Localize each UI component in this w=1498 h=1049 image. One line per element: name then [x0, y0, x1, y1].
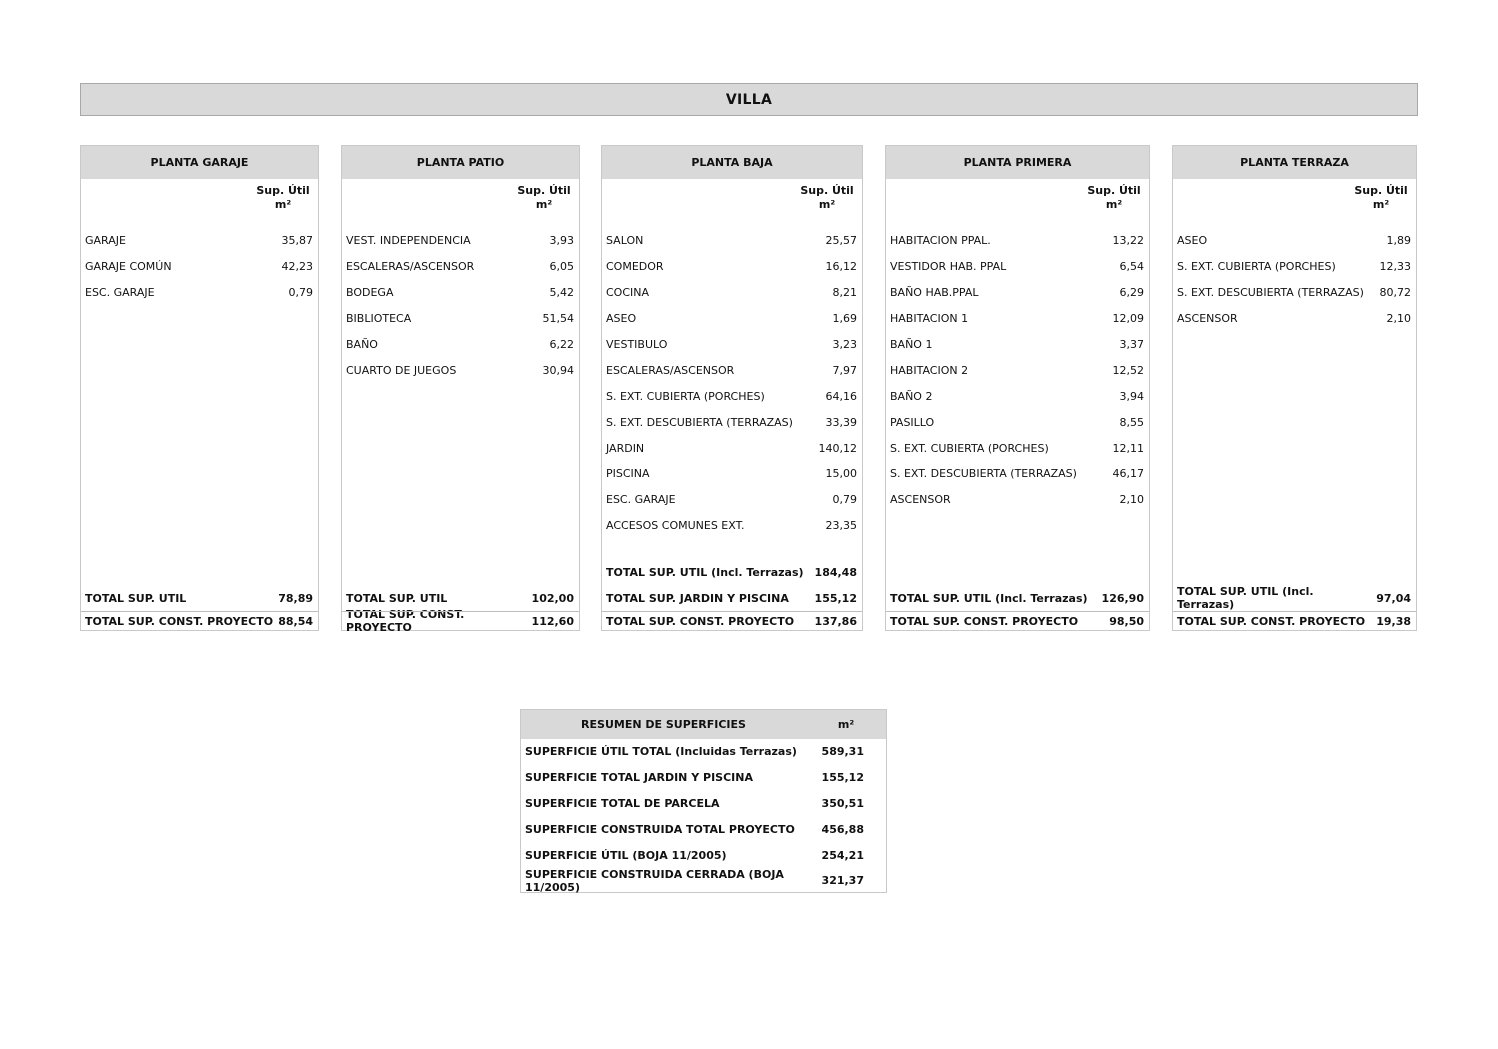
table-row [1173, 254, 1416, 280]
room-label: ASEO [606, 312, 637, 326]
summary-row [521, 868, 886, 894]
table-row [886, 254, 1149, 280]
room-label: BAÑO HAB.PPAL [890, 286, 979, 300]
room-area: 12,33 [1379, 260, 1411, 274]
room-label: S. EXT. CUBIERTA (PORCHES) [890, 441, 1049, 455]
summary-row [521, 791, 886, 817]
column-header: Sup. Útil m² [256, 184, 310, 211]
room-area: 1,89 [1386, 234, 1411, 248]
panel-title: PLANTA PRIMERA [886, 146, 1149, 179]
room-area: 8,21 [832, 286, 857, 300]
room-area: 16,12 [825, 260, 857, 274]
room-area: 6,05 [549, 260, 574, 274]
row-list [342, 228, 579, 383]
room-label: HABITACION 2 [890, 363, 969, 377]
total-util-row [602, 559, 862, 585]
summary-label: SUPERFICIE CONSTRUIDA CERRADA (BOJA 11/2005) [525, 867, 784, 894]
table-row [886, 280, 1149, 306]
total-util-label: TOTAL SUP. UTIL (Incl. Terrazas) [890, 591, 1088, 605]
panel-planta-baja [601, 145, 863, 631]
column-header: Sup. Útil m² [1354, 184, 1408, 211]
summary-row [521, 739, 886, 765]
total-const-value: 88,54 [278, 614, 313, 628]
room-area: 23,35 [825, 519, 857, 533]
room-label: ESCALERAS/ASCENSOR [346, 260, 475, 274]
total-util-label: TOTAL SUP. UTIL (Incl. Terrazas) [1177, 585, 1314, 611]
summary-label: SUPERFICIE ÚTIL TOTAL (Incluidas Terrazas) [525, 745, 797, 759]
room-area: 0,79 [832, 493, 857, 507]
total-const-row [886, 611, 1149, 631]
table-row [602, 409, 862, 435]
room-area: 140,12 [818, 441, 857, 455]
panel-title: PLANTA PATIO [342, 146, 579, 179]
room-label: BAÑO [346, 338, 378, 351]
room-area: 6,29 [1119, 286, 1144, 300]
table-row [886, 357, 1149, 383]
room-label: S. EXT. DESCUBIERTA (TERRAZAS) [606, 415, 793, 429]
room-label: COMEDOR [606, 260, 664, 274]
total-const-value: 98,50 [1109, 614, 1144, 628]
row-list [1173, 228, 1416, 332]
total-const-row [1173, 611, 1416, 631]
room-area: 3,93 [549, 234, 574, 248]
room-label: VESTIBULO [606, 338, 668, 351]
summary-value: 456,88 [821, 822, 864, 836]
panel-title: PLANTA BAJA [602, 146, 862, 179]
room-area: 64,16 [825, 389, 857, 403]
panel-title: PLANTA TERRAZA [1173, 146, 1416, 179]
panel-planta-patio [341, 145, 580, 634]
table-row [602, 357, 862, 383]
room-label: GARAJE [85, 234, 126, 248]
table-row [602, 254, 862, 280]
room-label: S. EXT. CUBIERTA (PORCHES) [1177, 260, 1336, 274]
total-jardin-value: 155,12 [814, 591, 857, 605]
room-area: 33,39 [825, 415, 857, 429]
summary-table [520, 709, 887, 893]
summary-header [521, 710, 886, 739]
table-row [602, 332, 862, 358]
room-label: ASCENSOR [1177, 312, 1238, 326]
room-label: ESC. GARAJE [85, 286, 155, 300]
total-const-row [342, 608, 579, 634]
summary-value: 321,37 [821, 874, 864, 888]
summary-row-list [521, 739, 886, 894]
table-row [602, 306, 862, 332]
total-const-row [602, 611, 862, 631]
room-area: 5,42 [549, 286, 574, 300]
total-util-row [886, 585, 1149, 611]
summary-row [521, 842, 886, 868]
row-list [81, 228, 318, 306]
room-area: 6,54 [1119, 260, 1144, 274]
room-label: VESTIDOR HAB. PPAL [890, 260, 1007, 274]
room-area: 0,79 [288, 286, 313, 300]
total-util-value: 184,48 [814, 565, 857, 579]
room-label: BAÑO 2 [890, 389, 933, 403]
total-const-value: 137,86 [814, 614, 857, 628]
column-header: Sup. Útil m² [800, 184, 854, 211]
room-area: 8,55 [1119, 415, 1144, 429]
summary-label: SUPERFICIE CONSTRUIDA TOTAL PROYECTO [525, 822, 795, 836]
column-header: Sup. Útil m² [517, 184, 571, 211]
room-label: ESCALERAS/ASCENSOR [606, 363, 735, 377]
total-const-value: 19,38 [1376, 614, 1411, 628]
table-row [1173, 280, 1416, 306]
table-row [81, 280, 318, 306]
summary-label: SUPERFICIE ÚTIL (BOJA 11/2005) [525, 848, 727, 862]
total-const-label: TOTAL SUP. CONST. PROYECTO [1177, 614, 1366, 628]
table-row [81, 254, 318, 280]
room-area: 3,37 [1119, 338, 1144, 351]
table-row [342, 357, 579, 383]
room-area: 30,94 [542, 363, 574, 377]
room-label: COCINA [606, 286, 650, 300]
room-label: S. EXT. DESCUBIERTA (TERRAZAS) [890, 467, 1077, 481]
table-row [886, 409, 1149, 435]
summary-label: SUPERFICIE TOTAL JARDIN Y PISCINA [525, 771, 753, 785]
room-label: PISCINA [606, 467, 650, 481]
room-area: 12,52 [1112, 363, 1144, 377]
summary-value: 254,21 [821, 848, 864, 862]
room-label: HABITACION 1 [890, 312, 969, 326]
panel-planta-garaje [80, 145, 319, 631]
room-label: ASCENSOR [890, 493, 951, 507]
room-area: 42,23 [281, 260, 313, 274]
room-area: 25,57 [825, 234, 857, 248]
summary-value: 589,31 [821, 745, 864, 759]
room-label: BODEGA [346, 286, 394, 300]
room-label: JARDIN [606, 441, 645, 455]
summary-value: 350,51 [821, 796, 864, 810]
room-area: 35,87 [281, 234, 313, 248]
table-row [886, 461, 1149, 487]
total-const-row [81, 611, 318, 631]
table-row [602, 513, 862, 539]
total-jardin-row [602, 585, 862, 611]
room-label: S. EXT. CUBIERTA (PORCHES) [606, 389, 765, 403]
room-area: 2,10 [1119, 493, 1144, 507]
total-util-value: 126,90 [1101, 591, 1144, 605]
room-label: SALON [606, 234, 644, 248]
total-util-value: 78,89 [278, 591, 313, 605]
room-area: 12,09 [1112, 312, 1144, 326]
room-area: 13,22 [1112, 234, 1144, 248]
room-area: 51,54 [542, 312, 574, 326]
table-row [342, 332, 579, 358]
column-header: Sup. Útil m² [1087, 184, 1141, 211]
table-row [602, 383, 862, 409]
table-row [81, 228, 318, 254]
room-label: GARAJE COMÚN [85, 260, 172, 274]
total-jardin-label: TOTAL SUP. JARDIN Y PISCINA [606, 591, 789, 605]
room-area: 46,17 [1112, 467, 1144, 481]
panel-planta-terraza [1172, 145, 1417, 631]
row-list [886, 228, 1149, 513]
total-const-label: TOTAL SUP. CONST. PROYECTO [890, 614, 1079, 628]
total-util-row [81, 585, 318, 611]
summary-unit: m² [837, 718, 855, 731]
total-const-value: 112,60 [531, 614, 574, 628]
total-const-label: TOTAL SUP. CONST. PROYECTO [346, 608, 465, 634]
table-row [886, 487, 1149, 513]
table-row [342, 306, 579, 332]
room-label: ASEO [1177, 234, 1208, 248]
room-area: 15,00 [825, 467, 857, 481]
total-const-label: TOTAL SUP. CONST. PROYECTO [85, 614, 274, 628]
total-util-value: 97,04 [1376, 591, 1411, 605]
panel-planta-primera [885, 145, 1150, 631]
room-area: 6,22 [549, 338, 574, 351]
room-area: 80,72 [1379, 286, 1411, 300]
room-label: BAÑO 1 [890, 338, 933, 351]
table-row [342, 280, 579, 306]
panel-title: PLANTA GARAJE [81, 146, 318, 179]
total-util-label: TOTAL SUP. UTIL (Incl. Terrazas) [606, 565, 804, 579]
total-const-label: TOTAL SUP. CONST. PROYECTO [606, 614, 795, 628]
room-label: CUARTO DE JUEGOS [346, 363, 457, 377]
table-row [886, 435, 1149, 461]
room-label: S. EXT. DESCUBIERTA (TERRAZAS) [1177, 286, 1364, 300]
room-area: 1,69 [832, 312, 857, 326]
room-area: 2,10 [1386, 312, 1411, 326]
table-row [342, 228, 579, 254]
room-label: VEST. INDEPENDENCIA [346, 234, 471, 248]
row-list [602, 228, 862, 539]
total-util-label: TOTAL SUP. UTIL [85, 591, 187, 605]
room-label: ESC. GARAJE [606, 493, 676, 507]
table-row [886, 383, 1149, 409]
table-row [1173, 306, 1416, 332]
room-label: HABITACION PPAL. [890, 234, 991, 248]
total-util-label: TOTAL SUP. UTIL [346, 591, 448, 605]
table-row [602, 487, 862, 513]
table-row [1173, 228, 1416, 254]
room-label: PASILLO [890, 415, 935, 429]
room-area: 12,11 [1112, 441, 1144, 455]
room-label: BIBLIOTECA [346, 312, 412, 326]
room-label: ACCESOS COMUNES EXT. [606, 519, 745, 533]
table-row [342, 254, 579, 280]
table-row [886, 228, 1149, 254]
summary-row [521, 816, 886, 842]
summary-value: 155,12 [821, 771, 864, 785]
room-area: 7,97 [832, 363, 857, 377]
table-row [602, 461, 862, 487]
table-row [886, 332, 1149, 358]
total-util-row [1173, 585, 1416, 611]
summary-title: RESUMEN DE SUPERFICIES [581, 718, 746, 731]
table-row [602, 228, 862, 254]
summary-label: SUPERFICIE TOTAL DE PARCELA [525, 796, 720, 810]
summary-row [521, 765, 886, 791]
table-row [602, 435, 862, 461]
table-row [602, 280, 862, 306]
page-title: VILLA [80, 83, 1418, 116]
table-row [886, 306, 1149, 332]
room-area: 3,23 [832, 338, 857, 351]
room-area: 3,94 [1119, 389, 1144, 403]
total-util-value: 102,00 [531, 591, 574, 605]
